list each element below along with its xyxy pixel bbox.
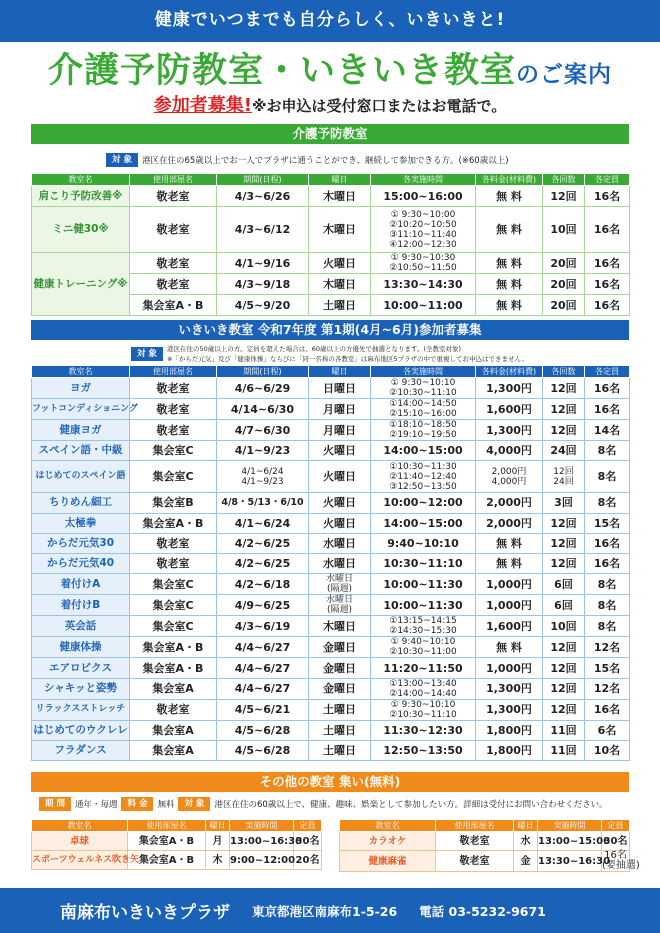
ikiiki-col-1: 使用部屋名 <box>130 366 217 378</box>
plaza-address: 東京都港区南麻布1-5-26 <box>252 903 398 919</box>
other-cell: 9:00~12:00 <box>230 851 294 870</box>
plaza-phone: 電話 03-5232-9671 <box>419 903 546 919</box>
ikiiki-cell: 集会室A・B <box>130 513 217 533</box>
ikiiki-cell: 集会室A・B <box>130 658 217 678</box>
recruit-note: ※お申込は受付窓口またはお電話で。 <box>251 97 507 115</box>
ikiiki-cell: 12回 <box>543 513 585 533</box>
recruit-line <box>0 96 660 116</box>
kaigo-row <box>32 207 630 253</box>
kaigo-cell: 13:30~14:30 <box>371 274 476 295</box>
kaigo-cell: 無 料 <box>476 186 543 207</box>
kaigo-cell: 木曜日 <box>309 207 371 253</box>
ikiiki-cell: 11:30~12:30 <box>371 720 476 740</box>
ikiiki-cell: 2,000円 <box>476 513 543 533</box>
other-cell: スポーツウェルネス吹き矢 <box>32 851 128 870</box>
other-cell: 20名 <box>294 851 322 870</box>
fee-tag: 料 金 <box>121 797 153 811</box>
ikiiki-cell: 10:00~12:00 <box>371 493 476 513</box>
ikiiki-cell: 金曜日 <box>309 678 371 699</box>
ikiiki-cell: 11回 <box>543 741 585 761</box>
other-cell: 月 <box>206 832 230 851</box>
ikiiki-cell: 8名 <box>585 616 630 637</box>
ikiiki-cell: 10:00~11:30 <box>371 595 476 616</box>
other-cell: 13:30~16:30 <box>538 851 602 872</box>
ikiiki-cell: 16名 <box>585 554 630 574</box>
period-text: 通年・毎週 <box>74 800 118 810</box>
ikiiki-cell: 16名 <box>585 533 630 553</box>
other-cell: 13:00~16:30 <box>230 832 294 851</box>
ikiiki-row <box>32 513 630 533</box>
ikiiki-cell: 8名 <box>585 493 630 513</box>
recruit-label: 参加者募集! <box>153 95 252 116</box>
other-cell: 木 <box>206 851 230 870</box>
ikiiki-cell: リラックスストレッチ <box>32 699 130 720</box>
kaigo-col-5: 各料金(材料費) <box>476 174 543 186</box>
ikiiki-cell: 4/2~6/18 <box>217 574 309 595</box>
other-col-1: 使用部屋名 <box>128 820 206 832</box>
ikiiki-row <box>32 637 630 658</box>
ikiiki-cell: 無 料 <box>476 637 543 658</box>
ikiiki-cell: ヨガ <box>32 378 130 399</box>
ikiiki-cell: 6名 <box>585 720 630 740</box>
ikiiki-cell: 14:00~15:00 <box>371 513 476 533</box>
ikiiki-cell: 土曜日 <box>309 699 371 720</box>
kaigo-target-tag: 対 象 <box>106 153 138 167</box>
other-col-3: 実施時間 <box>230 820 294 832</box>
ikiiki-cell: フットコンディショニング <box>32 399 130 420</box>
kaigo-cell: ① 9:30~10:30 ②10:50~11:50 <box>371 253 476 274</box>
kaigo-cell: 集会室A・B <box>130 295 217 316</box>
ikiiki-col-2: 期間(日程) <box>217 366 309 378</box>
ikiiki-cell: 1,300円 <box>476 420 543 441</box>
ikiiki-row <box>32 399 630 420</box>
ikiiki-cell: 12回 <box>543 699 585 720</box>
ikiiki-row <box>32 741 630 761</box>
other-col-2: 曜日 <box>514 820 538 832</box>
ikiiki-row <box>32 720 630 740</box>
ikiiki-cell: 12名 <box>585 678 630 699</box>
ikiiki-cell: ①13:00~13:40 ②14:00~14:40 <box>371 678 476 699</box>
other-row <box>340 851 630 872</box>
tagline: 健康でいつまでも自分らしく、いきいきと! <box>154 10 506 30</box>
ikiiki-cell: 15名 <box>585 513 630 533</box>
kaigo-cell: 土曜日 <box>309 295 371 316</box>
kaigo-cell: 木曜日 <box>309 274 371 295</box>
ikiiki-row <box>32 533 630 553</box>
ikiiki-target-line1: 港区在住の50歳以上の方。定員を超えた場合は、60歳以上の方優先で抽選となります。(全教室対象) <box>166 345 462 353</box>
kaigo-cell: 10回 <box>543 207 585 253</box>
ikiiki-row <box>32 461 630 493</box>
ikiiki-cell: 木曜日 <box>309 616 371 637</box>
ikiiki-row <box>32 378 630 399</box>
ikiiki-cell: 火曜日 <box>309 461 371 493</box>
ikiiki-cell: 4/9~6/25 <box>217 595 309 616</box>
ikiiki-cell: 敬老室 <box>130 554 217 574</box>
ikiiki-cell: 金曜日 <box>309 637 371 658</box>
ikiiki-body <box>32 378 630 761</box>
ikiiki-cell: 1,000円 <box>476 595 543 616</box>
ikiiki-cell: 16名 <box>585 378 630 399</box>
other-left-header <box>32 820 322 832</box>
ikiiki-cell: 12回 <box>543 637 585 658</box>
ikiiki-cell: はじめてのウクレレ <box>32 720 130 740</box>
ikiiki-cell: 10:30~11:10 <box>371 554 476 574</box>
kaigo-cell: 肩こり予防改善※ <box>32 186 130 207</box>
ikiiki-cell: 土曜日 <box>309 741 371 761</box>
ikiiki-cell: 15名 <box>585 658 630 678</box>
ikiiki-row <box>32 574 630 595</box>
ikiiki-col-3: 曜日 <box>309 366 371 378</box>
other-cell: 健康麻雀 <box>340 851 436 872</box>
ikiiki-cell: 12:50~13:50 <box>371 741 476 761</box>
ikiiki-cell: 8名 <box>585 574 630 595</box>
ikiiki-cell: 着付けA <box>32 574 130 595</box>
other-col-4: 定員 <box>602 820 630 832</box>
kaigo-row <box>32 253 630 274</box>
ikiiki-cell: はじめてのスペイン語 <box>32 461 130 493</box>
title-tail: のご案内 <box>516 62 612 88</box>
ikiiki-cell: 月曜日 <box>309 420 371 441</box>
kaigo-cell: 4/5~9/20 <box>217 295 309 316</box>
ikiiki-cell: 12回 <box>543 678 585 699</box>
ikiiki-row <box>32 678 630 699</box>
other-heading: その他の教室 集い(無料) <box>31 772 629 792</box>
other-col-1: 使用部屋名 <box>436 820 514 832</box>
ikiiki-cell: 4/2~6/25 <box>217 554 309 574</box>
ikiiki-cell: ①10:30~11:30 ②11:40~12:40 ③12:50~13:50 <box>371 461 476 493</box>
kaigo-cell: 健康トレーニング※ <box>32 253 130 316</box>
ikiiki-row <box>32 658 630 678</box>
kaigo-table <box>31 173 630 316</box>
kaigo-target-text: 港区在住の65歳以上でお一人でプラザに通うことができ、継続して参加できる方。(※60歳以上) <box>141 156 509 166</box>
kaigo-cell: 敬老室 <box>130 253 217 274</box>
ikiiki-cell: ①13:15~14:15 ②14:30~15:30 <box>371 616 476 637</box>
ikiiki-table <box>31 365 630 761</box>
ikiiki-cell: 4/1~6/24 4/1~9/23 <box>217 461 309 493</box>
ikiiki-cell: 4/5~6/28 <box>217 741 309 761</box>
ikiiki-cell: 水曜日 <box>309 554 371 574</box>
ikiiki-cell: 12回 <box>543 378 585 399</box>
other-cell: 金 <box>514 851 538 872</box>
footer <box>0 888 660 933</box>
ikiiki-cell: 2,000円 4,000円 <box>476 461 543 493</box>
ikiiki-cell: 日曜日 <box>309 378 371 399</box>
ikiiki-row <box>32 699 630 720</box>
other-cell: 16名 (要抽選) <box>602 850 640 871</box>
kaigo-col-6: 各回数 <box>543 174 585 186</box>
ikiiki-cell: 着付けB <box>32 595 130 616</box>
ikiiki-cell: 無 料 <box>476 554 543 574</box>
other-col-0: 教室名 <box>340 820 436 832</box>
ikiiki-cell: 1,800円 <box>476 720 543 740</box>
ikiiki-cell: 火曜日 <box>309 493 371 513</box>
ikiiki-cell: 健康ヨガ <box>32 420 130 441</box>
ikiiki-cell: からだ元気40 <box>32 554 130 574</box>
kaigo-cell: 敬老室 <box>130 207 217 253</box>
other-cell: カラオケ <box>340 832 436 851</box>
ikiiki-cell: 4/14~6/30 <box>217 399 309 420</box>
ikiiki-cell: 12回 24回 <box>543 461 585 493</box>
ikiiki-cell: 12回 <box>543 658 585 678</box>
ikiiki-cell: 無 料 <box>476 533 543 553</box>
other-cell: 30名 <box>602 832 630 851</box>
ikiiki-cell: 12回 <box>543 554 585 574</box>
kaigo-cell: ① 9:30~10:00 ②10:20~10:50 ③11:10~11:40 ④12:00~12:30 <box>371 207 476 253</box>
other-right-header <box>340 820 630 832</box>
ikiiki-cell: 集会室C <box>130 461 217 493</box>
period-tag: 期 間 <box>39 797 71 811</box>
ikiiki-cell: 11回 <box>543 720 585 740</box>
ikiiki-cell: 敬老室 <box>130 399 217 420</box>
ikiiki-cell: からだ元気30 <box>32 533 130 553</box>
ikiiki-cell: 土曜日 <box>309 720 371 740</box>
ikiiki-cell: 集会室C <box>130 616 217 637</box>
ikiiki-cell: 1,300円 <box>476 678 543 699</box>
ikiiki-col-0: 教室名 <box>32 366 130 378</box>
ikiiki-col-7: 各定員 <box>585 366 630 378</box>
kaigo-row <box>32 186 630 207</box>
ikiiki-cell: 集会室C <box>130 574 217 595</box>
ikiiki-row <box>32 595 630 616</box>
ikiiki-cell: 英会話 <box>32 616 130 637</box>
other-row <box>32 851 322 870</box>
kaigo-heading: 介護予防教室 <box>31 124 629 144</box>
ikiiki-heading: いきいき教室 令和7年度 第1期(4月~6月)参加者募集 <box>31 320 629 340</box>
ikiiki-row <box>32 554 630 574</box>
kaigo-header-row <box>32 174 630 186</box>
kaigo-col-2: 期間(日程) <box>217 174 309 186</box>
ikiiki-cell: 8名 <box>585 461 630 493</box>
ikiiki-cell: 9:40~10:10 <box>371 533 476 553</box>
kaigo-cell: 10:00~11:00 <box>371 295 476 316</box>
tagline-banner <box>0 0 660 42</box>
ikiiki-cell: 4/1~6/24 <box>217 513 309 533</box>
other-left-body <box>32 832 322 870</box>
ikiiki-row <box>32 616 630 637</box>
ikiiki-cell: 集会室A・B <box>130 637 217 658</box>
ikiiki-cell: 8名 <box>585 595 630 616</box>
other-cell: 敬老室 <box>436 851 514 872</box>
ikiiki-cell: 12名 <box>585 637 630 658</box>
ikiiki-cell: シャキッと姿勢 <box>32 678 130 699</box>
other-col-4: 定員 <box>294 820 322 832</box>
kaigo-cell: 無 料 <box>476 274 543 295</box>
ikiiki-cell: 10回 <box>543 616 585 637</box>
kaigo-cell: 16名 <box>585 295 630 316</box>
ikiiki-cell: 太極拳 <box>32 513 130 533</box>
ikiiki-cell: 4/6~6/29 <box>217 378 309 399</box>
kaigo-cell: 4/1~9/16 <box>217 253 309 274</box>
ikiiki-cell: 14:00~15:00 <box>371 441 476 461</box>
ikiiki-cell: ちりめん細工 <box>32 493 130 513</box>
plaza-name: 南麻布いきいきプラザ <box>60 903 230 923</box>
ikiiki-cell: 24回 <box>543 441 585 461</box>
ikiiki-header-row <box>32 366 630 378</box>
ikiiki-cell: 1,600円 <box>476 616 543 637</box>
other-col-3: 実施時間 <box>538 820 602 832</box>
ikiiki-cell: 3回 <box>543 493 585 513</box>
other-cell: 敬老室 <box>436 832 514 851</box>
ikiiki-cell: 10:00~11:30 <box>371 574 476 595</box>
ikiiki-cell: 8名 <box>585 441 630 461</box>
ikiiki-row <box>32 441 630 461</box>
ikiiki-cell: スペイン語・中級 <box>32 441 130 461</box>
ikiiki-cell: 4/5~6/21 <box>217 699 309 720</box>
ikiiki-cell: 4/8・5/13・6/10 <box>217 493 309 513</box>
other-target-text: 港区在住の60歳以上で、健康、趣味、娯楽として参加したい方。詳細は受付にお問い合わせください。 <box>214 800 608 810</box>
other-right-body <box>340 832 640 872</box>
ikiiki-cell: 1,800円 <box>476 741 543 761</box>
ikiiki-cell: 集会室B <box>130 493 217 513</box>
kaigo-cell: 4/3~9/18 <box>217 274 309 295</box>
ikiiki-cell: 10名 <box>585 741 630 761</box>
other-table-left <box>31 819 322 870</box>
ikiiki-cell: 4/1~9/23 <box>217 441 309 461</box>
kaigo-cell: 12回 <box>543 186 585 207</box>
ikiiki-cell: 水曜日 (隔週) <box>309 595 371 616</box>
ikiiki-cell: 1,300円 <box>476 699 543 720</box>
other-target-tag: 対 象 <box>178 797 210 811</box>
kaigo-cell: 20回 <box>543 295 585 316</box>
kaigo-cell: 20回 <box>543 253 585 274</box>
other-info <box>31 797 629 811</box>
ikiiki-cell: ① 9:30~10:10 ②10:30~11:10 <box>371 699 476 720</box>
kaigo-cell: 20回 <box>543 274 585 295</box>
ikiiki-cell: 集会室C <box>130 441 217 461</box>
ikiiki-cell: 1,000円 <box>476 574 543 595</box>
ikiiki-cell: 12回 <box>543 399 585 420</box>
ikiiki-cell: 火曜日 <box>309 441 371 461</box>
ikiiki-cell: 14名 <box>585 420 630 441</box>
ikiiki-cell: 4/4~6/27 <box>217 637 309 658</box>
ikiiki-cell: 集会室C <box>130 595 217 616</box>
other-col-2: 曜日 <box>206 820 230 832</box>
other-cell: 卓球 <box>32 832 128 851</box>
ikiiki-cell: ① 9:40~10:10 ②10:30~11:00 <box>371 637 476 658</box>
ikiiki-target-text <box>167 344 528 364</box>
ikiiki-cell: 1,300円 <box>476 378 543 399</box>
ikiiki-col-5: 各料金(材料費) <box>476 366 543 378</box>
kaigo-cell: 敬老室 <box>130 186 217 207</box>
kaigo-cell: 火曜日 <box>309 253 371 274</box>
ikiiki-cell: 4/3~6/19 <box>217 616 309 637</box>
ikiiki-cell: エアロビクス <box>32 658 130 678</box>
kaigo-cell: 15:00~16:00 <box>371 186 476 207</box>
ikiiki-cell: 月曜日 <box>309 399 371 420</box>
ikiiki-cell: ①14:00~14:50 ②15:10~16:00 <box>371 399 476 420</box>
kaigo-cell: 16名 <box>585 274 630 295</box>
fee-text: 無料 <box>157 800 175 810</box>
other-table-right <box>339 819 640 872</box>
other-cell: 水 <box>514 832 538 851</box>
ikiiki-cell: 健康体操 <box>32 637 130 658</box>
ikiiki-cell: 1,600円 <box>476 399 543 420</box>
kaigo-col-3: 曜日 <box>309 174 371 186</box>
ikiiki-cell: ① 9:30~10:10 ②10:30~11:10 <box>371 378 476 399</box>
other-cell: 集会室A・B <box>128 832 206 851</box>
ikiiki-cell: 4,000円 <box>476 441 543 461</box>
kaigo-cell: 木曜日 <box>309 186 371 207</box>
ikiiki-cell: 4/4~6/27 <box>217 678 309 699</box>
kaigo-cell: 4/3~6/26 <box>217 186 309 207</box>
other-row <box>32 832 322 851</box>
kaigo-cell: 無 料 <box>476 295 543 316</box>
ikiiki-cell: 16名 <box>585 399 630 420</box>
ikiiki-cell: 4/7~6/30 <box>217 420 309 441</box>
ikiiki-cell: 水曜日 <box>309 533 371 553</box>
kaigo-col-0: 教室名 <box>32 174 130 186</box>
ikiiki-cell: 6回 <box>543 574 585 595</box>
ikiiki-row <box>32 493 630 513</box>
kaigo-cell: ミニ健30※ <box>32 207 130 253</box>
ikiiki-cell: フラダンス <box>32 741 130 761</box>
ikiiki-cell: 水曜日 (隔週) <box>309 574 371 595</box>
kaigo-col-7: 各定員 <box>585 174 630 186</box>
kaigo-cell: 敬老室 <box>130 274 217 295</box>
other-col-0: 教室名 <box>32 820 128 832</box>
ikiiki-cell: 敬老室 <box>130 699 217 720</box>
ikiiki-target-line2: ※「からだ元気」及び「健康体操」ならびに「同一名称の各教室」は麻布地区5プラザの中で重複してお申込はできません。 <box>166 355 528 363</box>
ikiiki-col-6: 各回数 <box>543 366 585 378</box>
ikiiki-row <box>32 420 630 441</box>
ikiiki-cell: 11:20~11:50 <box>371 658 476 678</box>
kaigo-cell: 無 料 <box>476 253 543 274</box>
ikiiki-cell: 2,000円 <box>476 493 543 513</box>
ikiiki-cell: 4/2~6/25 <box>217 533 309 553</box>
ikiiki-cell: 集会室A <box>130 678 217 699</box>
ikiiki-cell: 12回 <box>543 420 585 441</box>
other-cell: 集会室A・B <box>128 851 206 870</box>
ikiiki-target <box>31 344 629 364</box>
ikiiki-target-tag: 対 象 <box>131 347 163 361</box>
kaigo-col-1: 使用部屋名 <box>130 174 217 186</box>
other-row <box>340 832 630 851</box>
page-title <box>0 48 660 98</box>
ikiiki-cell: 1,000円 <box>476 658 543 678</box>
kaigo-cell: 無 料 <box>476 207 543 253</box>
kaigo-cell: 16名 <box>585 253 630 274</box>
kaigo-target <box>31 153 629 167</box>
ikiiki-col-4: 各実施時間 <box>371 366 476 378</box>
ikiiki-cell: 火曜日 <box>309 513 371 533</box>
ikiiki-cell: 4/4~6/27 <box>217 658 309 678</box>
ikiiki-cell: 16名 <box>585 699 630 720</box>
ikiiki-cell: 12回 <box>543 533 585 553</box>
kaigo-body <box>32 186 630 316</box>
ikiiki-cell: 4/5~6/28 <box>217 720 309 740</box>
ikiiki-cell: 金曜日 <box>309 658 371 678</box>
kaigo-col-4: 各実施時間 <box>371 174 476 186</box>
ikiiki-cell: ①18:10~18:50 ②19:10~19:50 <box>371 420 476 441</box>
ikiiki-cell: 集会室A <box>130 741 217 761</box>
ikiiki-cell: 敬老室 <box>130 533 217 553</box>
title-main: 介護予防教室・いきいき教室 <box>47 51 516 91</box>
ikiiki-cell: 6回 <box>543 595 585 616</box>
kaigo-cell: 16名 <box>585 207 630 253</box>
kaigo-cell: 4/3~6/12 <box>217 207 309 253</box>
ikiiki-cell: 敬老室 <box>130 420 217 441</box>
kaigo-cell: 16名 <box>585 186 630 207</box>
ikiiki-cell: 集会室A <box>130 720 217 740</box>
other-cell: 30名 <box>294 832 322 851</box>
other-cell: 13:00~15:00 <box>538 832 602 851</box>
ikiiki-cell: 敬老室 <box>130 378 217 399</box>
